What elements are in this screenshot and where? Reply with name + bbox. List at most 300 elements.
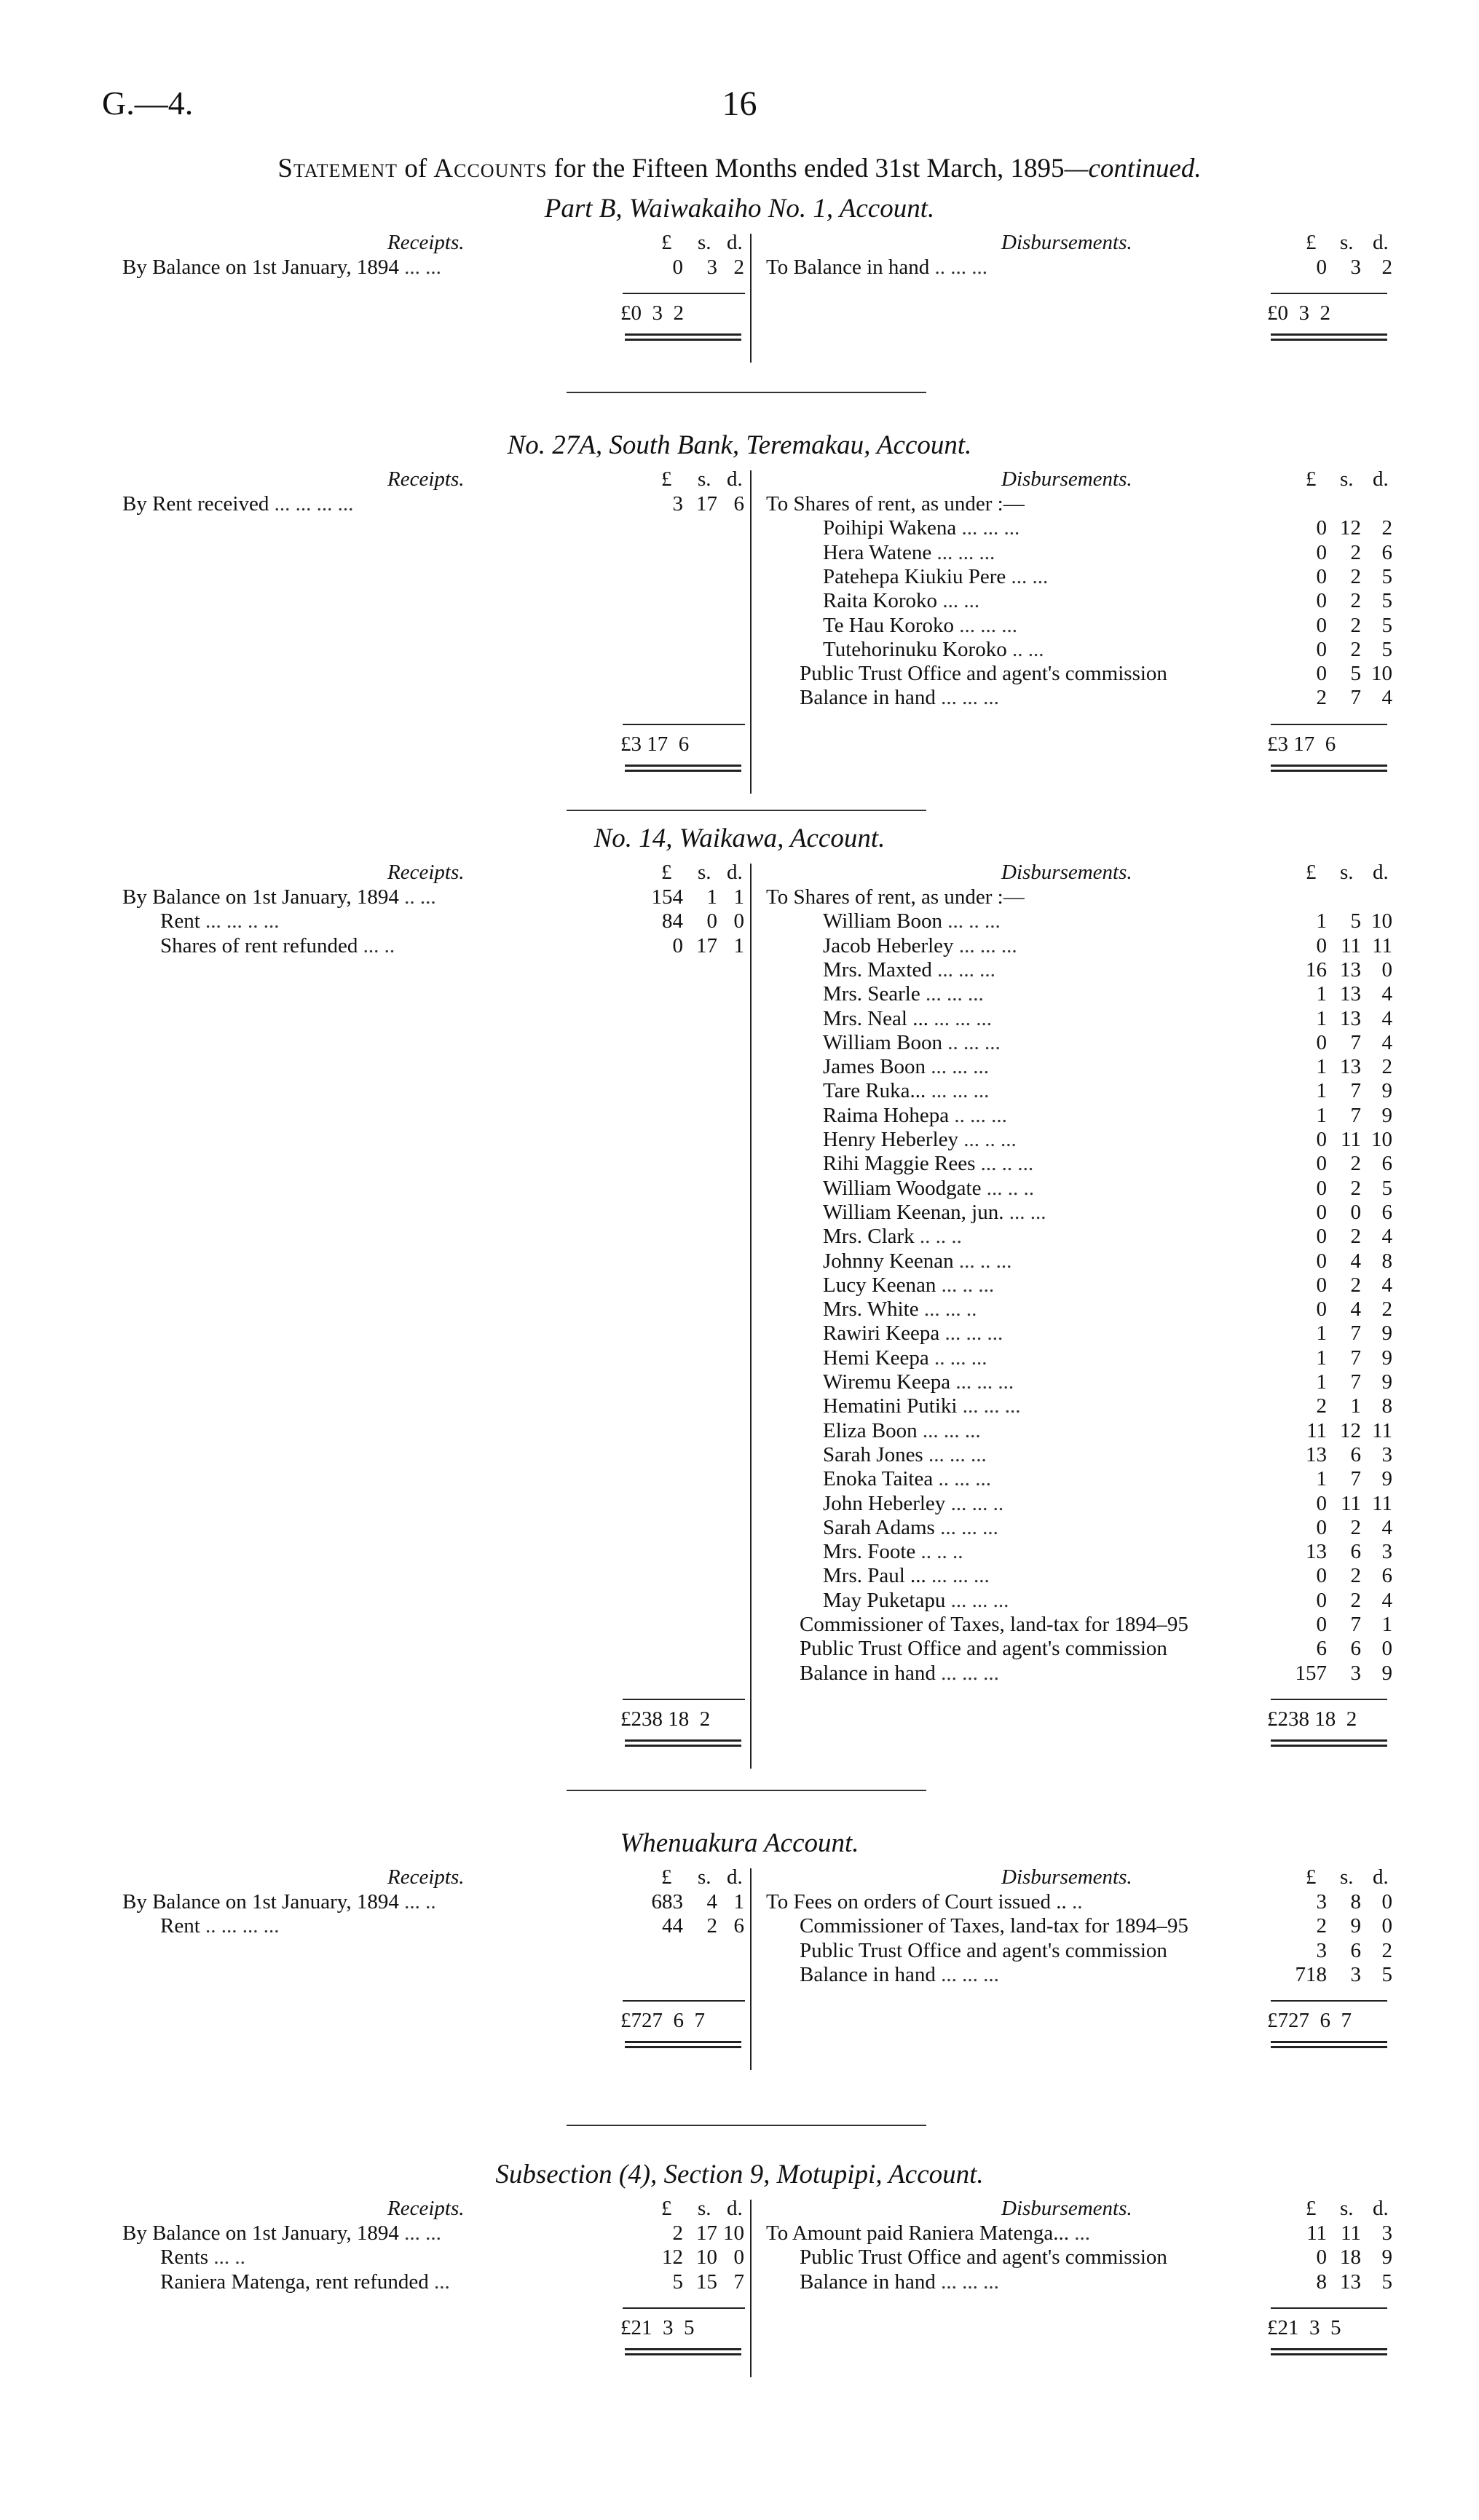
disbursement-label: Jacob Heberley (823, 933, 954, 957)
disbursement-label: Mrs. Searle (823, 982, 920, 1006)
disbursement-shillings: 7 (1350, 1322, 1361, 1346)
disbursement-dots: ... ... ... (920, 982, 984, 1006)
disbursement-pounds: 6 (1316, 1637, 1327, 1661)
disbursement-pence: 4 (1381, 1273, 1392, 1297)
disbursement-shillings: 7 (1350, 1370, 1361, 1394)
disbursement-shillings: 12 (1340, 1418, 1361, 1442)
disbursement-label: Enoka Taitea (823, 1467, 934, 1491)
disbursement-row (800, 2270, 999, 2294)
disbursement-pounds: 0 (1316, 1297, 1327, 1322)
title-of: of (404, 154, 427, 183)
disbursement-row (800, 1939, 1167, 1963)
disbursement-pounds: 0 (1316, 1564, 1327, 1588)
receipt-row (122, 885, 436, 909)
disbursement-dots: .. ... (1006, 637, 1044, 661)
disbursement-row (766, 2221, 1090, 2246)
receipts-sum-rule (623, 1699, 745, 1700)
disbursement-pounds: 0 (1316, 1491, 1327, 1515)
disbursement-shillings: 8 (1350, 1890, 1361, 1913)
disbursement-row (823, 1225, 962, 1249)
disbursement-pounds: 2 (1316, 1394, 1327, 1418)
disbursement-label: William Boon (823, 1030, 942, 1054)
disbursements-heading: Disbursements. (1001, 231, 1132, 254)
disbursement-dots: ... ... .. (918, 1297, 977, 1322)
account-title: Whenuakura Account. (620, 1828, 859, 1858)
disbursement-label: Raima Hohepa (823, 1103, 950, 1127)
disbursements-total: £727 6 7 (1267, 2009, 1352, 2033)
receipt-pence: 1 (733, 885, 744, 909)
receipt-row (160, 2246, 245, 2270)
receipt-label: Rents (160, 2246, 209, 2270)
disbursement-pence: 3 (1381, 1540, 1392, 1564)
disbursement-shillings: 6 (1350, 1442, 1361, 1466)
column-divider (750, 864, 752, 1769)
disbursement-label: Commissioner of Taxes, land-tax for 1894–95 (800, 1613, 1188, 1636)
disbursement-pounds: 0 (1316, 1128, 1327, 1151)
receipt-dots: ... .. (398, 1890, 436, 1913)
disbursement-shillings: 2 (1350, 1225, 1361, 1249)
disbursement-shillings: 11 (1341, 1491, 1361, 1515)
disbursement-dots: .. ... ... (928, 1346, 987, 1370)
disbursement-pence: 3 (1381, 1442, 1392, 1466)
disbursement-row (823, 934, 1017, 958)
receipt-pounds: 12 (662, 2246, 683, 2270)
receipts-shilling-heading: s. (698, 1865, 711, 1889)
receipt-dots: .. ... ... ... (200, 1914, 280, 1938)
disbursement-label: Eliza Boon (823, 1418, 918, 1442)
disbursement-shillings: 7 (1350, 686, 1361, 710)
disbursement-dots: .. ... ... (933, 1467, 991, 1491)
disbursements-subheading: To Shares of rent, as under :— (766, 492, 1025, 516)
receipts-double-rule (625, 1739, 741, 1747)
disbursements-shilling-heading: s. (1340, 1865, 1354, 1889)
disbursement-label: Rawiri Keepa (823, 1322, 940, 1346)
disbursement-shillings: 2 (1350, 1588, 1361, 1612)
disbursements-pence-heading: d. (1373, 1865, 1389, 1889)
receipt-pence: 0 (733, 909, 744, 933)
receipt-label: By Balance on 1st January, 1894 (122, 256, 399, 279)
disbursement-dots: ... .. ... (975, 1152, 1034, 1176)
disbursement-pounds: 0 (1316, 256, 1327, 279)
disbursement-pence: 4 (1381, 1006, 1392, 1030)
disbursement-label: Public Trust Office and agent's commission (800, 662, 1167, 686)
disbursement-pounds: 0 (1316, 613, 1327, 637)
disbursement-dots: ... ... ... (928, 1006, 992, 1030)
receipts-pence-heading: d. (727, 231, 743, 254)
disbursement-pounds: 1 (1316, 1346, 1327, 1370)
disbursement-pence: 2 (1381, 516, 1392, 540)
receipts-shilling-heading: s. (698, 861, 711, 884)
receipts-total: £0 3 2 (620, 301, 684, 325)
disbursement-dots: .. ... ... (942, 1030, 1001, 1054)
disbursement-shillings: 1 (1350, 1394, 1361, 1418)
disbursement-pounds: 0 (1316, 1588, 1327, 1612)
disbursement-row (823, 516, 1019, 540)
receipt-shillings: 17 (696, 933, 717, 957)
receipts-total: £21 3 5 (620, 2315, 695, 2339)
disbursement-pence: 5 (1381, 589, 1392, 613)
disbursements-sum-rule (1271, 1699, 1387, 1700)
disbursement-dots: ... ... ... (939, 1322, 1003, 1346)
disbursement-row (823, 958, 995, 982)
receipts-total: £727 6 7 (620, 2009, 705, 2033)
receipt-label: By Rent received (122, 492, 269, 516)
receipts-heading: Receipts. (387, 1865, 465, 1889)
receipts-sum-rule (623, 2307, 745, 2309)
disbursement-row (823, 1467, 991, 1491)
disbursement-pounds: 0 (1316, 516, 1327, 540)
disbursement-pounds: 13 (1306, 1442, 1327, 1466)
disbursement-row (823, 541, 995, 565)
statement-title (0, 153, 1479, 184)
disbursement-pence: 4 (1381, 1225, 1392, 1249)
disbursement-dots: ... ... (1003, 1200, 1046, 1224)
disbursement-dots: .. ... ... (949, 1103, 1007, 1127)
receipt-shillings: 4 (706, 1890, 717, 1913)
title-rest: for the Fifteen Months ended 31st March, 1895 (553, 154, 1065, 183)
disbursement-pounds: 157 (1295, 1661, 1327, 1685)
page-number: 16 (722, 84, 757, 123)
receipt-shillings: 17 (696, 2221, 717, 2245)
disbursement-pence: 6 (1381, 540, 1392, 564)
receipts-sum-rule (623, 2000, 745, 2002)
disbursement-pounds: 0 (1316, 637, 1327, 661)
receipt-row (160, 934, 395, 958)
receipts-pound-heading: £ (661, 1865, 672, 1889)
receipt-dots: ... ... (398, 256, 441, 279)
document-code: G.—4. (102, 84, 194, 122)
disbursements-pound-heading: £ (1306, 467, 1317, 491)
receipts-double-rule (625, 765, 741, 772)
receipt-shillings: 2 (706, 1914, 717, 1938)
disbursement-shillings: 2 (1350, 1515, 1361, 1539)
disbursement-dots: ... ... ... (923, 1442, 987, 1466)
disbursement-shillings: 18 (1340, 2246, 1361, 2270)
disbursement-pence: 11 (1372, 933, 1392, 957)
disbursement-row (800, 1662, 999, 1686)
disbursement-shillings: 2 (1350, 1564, 1361, 1588)
disbursement-shillings: 2 (1350, 637, 1361, 661)
disbursement-shillings: 13 (1340, 982, 1361, 1006)
disbursement-dots: ... ... ... (935, 686, 999, 710)
disbursement-pounds: 16 (1306, 957, 1327, 981)
disbursement-pounds: 11 (1306, 1418, 1327, 1442)
disbursement-pence: 2 (1381, 1297, 1392, 1322)
disbursement-pounds: 0 (1316, 1273, 1327, 1297)
receipt-shillings: 15 (696, 2270, 717, 2294)
disbursement-shillings: 7 (1350, 1030, 1361, 1054)
disbursements-heading: Disbursements. (1001, 1865, 1132, 1889)
disbursements-total: £0 3 2 (1267, 301, 1330, 325)
disbursement-label: Mrs. Maxted (823, 957, 932, 981)
disbursement-dots: ... ... ... (935, 2270, 999, 2294)
disbursement-dots: ... ... (1006, 564, 1049, 588)
disbursements-shilling-heading: s. (1340, 467, 1354, 491)
receipt-pounds: 3 (672, 492, 683, 516)
disbursement-shillings: 7 (1350, 1079, 1361, 1103)
disbursements-shilling-heading: s. (1340, 2197, 1354, 2220)
disbursement-pence: 5 (1381, 613, 1392, 637)
disbursements-double-rule (1271, 2041, 1387, 2048)
disbursement-pounds: 0 (1316, 1152, 1327, 1176)
disbursement-shillings: 7 (1350, 1467, 1361, 1491)
disbursement-pounds: 1 (1316, 1467, 1327, 1491)
disbursement-pence: 6 (1381, 1564, 1392, 1588)
disbursement-shillings: 0 (1350, 1200, 1361, 1224)
receipt-shillings: 0 (706, 909, 717, 933)
disbursement-dots: ... ... ... (953, 613, 1017, 637)
disbursement-row (823, 1322, 1003, 1346)
disbursement-dots: ... .. ... (953, 1249, 1012, 1273)
disbursement-pounds: 0 (1316, 933, 1327, 957)
disbursement-pence: 1 (1381, 1613, 1392, 1636)
disbursement-label: Hera Watene (823, 540, 932, 564)
disbursement-pence: 0 (1381, 1914, 1392, 1938)
title-statement: Statement (277, 154, 398, 183)
disbursement-pence: 5 (1381, 564, 1392, 588)
receipts-total: £238 18 2 (620, 1707, 711, 1731)
disbursements-pound-heading: £ (1306, 2197, 1317, 2220)
disbursement-pence: 4 (1381, 1588, 1392, 1612)
disbursement-row (800, 662, 1167, 686)
receipt-dots: ... ... .. ... (200, 909, 280, 933)
disbursement-label: William Keenan, jun. (823, 1200, 1004, 1224)
disbursement-pounds: 1 (1316, 982, 1327, 1006)
disbursements-pound-heading: £ (1306, 231, 1317, 254)
disbursement-row (823, 1152, 1033, 1176)
disbursements-pound-heading: £ (1306, 861, 1317, 884)
disbursement-shillings: 13 (1340, 1055, 1361, 1079)
disbursement-pounds: 0 (1316, 564, 1327, 588)
disbursement-row (823, 982, 984, 1006)
receipt-row (160, 1914, 280, 1938)
disbursement-dots: ... ... ... (945, 1588, 1009, 1612)
disbursement-shillings: 6 (1350, 1540, 1361, 1564)
disbursement-pounds: 1 (1316, 1055, 1327, 1079)
receipts-double-rule (625, 2348, 741, 2355)
section-separator (567, 2125, 926, 2126)
disbursement-row (800, 686, 999, 710)
receipt-pounds: 2 (672, 2221, 683, 2245)
disbursement-pounds: 718 (1295, 1962, 1327, 1986)
disbursement-pounds: 0 (1316, 1200, 1327, 1224)
disbursement-label: Balance in hand (800, 686, 936, 710)
receipt-pence: 0 (733, 2246, 744, 2270)
disbursements-total: £3 17 6 (1267, 732, 1336, 756)
receipts-shilling-heading: s. (698, 231, 711, 254)
disbursement-dots: .. (1066, 1890, 1083, 1913)
receipts-pence-heading: d. (727, 467, 743, 491)
receipt-label: By Balance on 1st January, 1894 (122, 2221, 399, 2245)
disbursement-shillings: 12 (1340, 516, 1361, 540)
section-separator (567, 810, 926, 811)
disbursement-shillings: 2 (1350, 564, 1361, 588)
receipt-pounds: 44 (662, 1914, 683, 1938)
disbursement-shillings: 2 (1350, 1273, 1361, 1297)
disbursement-row (823, 1540, 963, 1564)
disbursement-pounds: 0 (1316, 1613, 1327, 1636)
disbursement-shillings: 2 (1350, 589, 1361, 613)
disbursement-pence: 2 (1381, 256, 1392, 279)
disbursement-label: Mrs. Foote (823, 1540, 916, 1564)
disbursement-row (800, 2246, 1167, 2270)
disbursement-dots: ... ... ... (953, 933, 1017, 957)
column-divider (750, 234, 752, 363)
disbursement-dots: ... (1068, 2221, 1090, 2245)
disbursements-heading: Disbursements. (1001, 467, 1132, 491)
receipt-dots: .. ... (398, 885, 436, 909)
disbursement-pounds: 0 (1316, 1249, 1327, 1273)
disbursement-shillings: 7 (1350, 1613, 1361, 1636)
disbursement-pounds: 0 (1316, 540, 1327, 564)
receipts-pound-heading: £ (661, 467, 672, 491)
disbursement-pounds: 1 (1316, 1103, 1327, 1127)
account-title: Part B, Waiwakaiho No. 1, Account. (544, 194, 935, 224)
disbursement-pence: 9 (1381, 1370, 1392, 1394)
disbursement-label: Tutehorinuku Koroko (823, 637, 1007, 661)
disbursement-label: William Boon (823, 909, 942, 933)
disbursement-pounds: 1 (1316, 1079, 1327, 1103)
disbursement-dots: .. .. .. (915, 1540, 963, 1564)
disbursement-shillings: 4 (1350, 1249, 1361, 1273)
receipts-heading: Receipts. (387, 2197, 465, 2220)
disbursement-pence: 8 (1381, 1249, 1392, 1273)
disbursement-row (823, 1589, 1009, 1613)
disbursement-pence: 5 (1381, 2270, 1392, 2294)
disbursement-dots: ... ... .. (945, 1491, 1004, 1515)
disbursement-label: Rihi Maggie Rees (823, 1152, 976, 1176)
disbursement-shillings: 2 (1350, 1152, 1361, 1176)
disbursement-label: Hematini Putiki (823, 1394, 958, 1418)
disbursements-pence-heading: d. (1373, 861, 1389, 884)
disbursement-pounds: 0 (1316, 662, 1327, 686)
disbursement-label: Hemi Keepa (823, 1346, 929, 1370)
receipt-pence: 10 (723, 2221, 744, 2245)
disbursement-label: Balance in hand (800, 1661, 936, 1685)
disbursements-heading: Disbursements. (1001, 2197, 1132, 2220)
account-title: No. 27A, South Bank, Teremakau, Account. (507, 430, 972, 460)
disbursements-total: £21 3 5 (1267, 2315, 1341, 2339)
title-accounts: Accounts (433, 154, 548, 183)
disbursement-pounds: 2 (1316, 1914, 1327, 1938)
disbursement-dots: ... ... ... (931, 540, 995, 564)
disbursement-dots: ... ... (937, 589, 980, 613)
disbursement-pence: 6 (1381, 1152, 1392, 1176)
disbursement-pence: 10 (1371, 1128, 1392, 1151)
account-title: No. 14, Waikawa, Account. (593, 823, 886, 853)
disbursement-pence: 4 (1381, 982, 1392, 1006)
receipt-row (122, 492, 353, 516)
disbursement-shillings: 4 (1350, 1297, 1361, 1322)
disbursement-pence: 4 (1381, 1030, 1392, 1054)
disbursement-label: Mrs. Neal ... (823, 1006, 928, 1030)
disbursement-row (823, 1249, 1011, 1273)
disbursement-label: Public Trust Office and agent's commission (800, 1637, 1167, 1661)
disbursement-pence: 5 (1381, 637, 1392, 661)
receipts-pound-heading: £ (661, 861, 672, 884)
disbursements-pound-heading: £ (1306, 1865, 1317, 1889)
disbursement-dots: ... .. ... (936, 1273, 995, 1297)
disbursements-pence-heading: d. (1373, 467, 1389, 491)
disbursement-shillings: 3 (1350, 1661, 1361, 1685)
receipt-dots: ... (428, 2270, 450, 2294)
receipts-pence-heading: d. (727, 861, 743, 884)
disbursements-shilling-heading: s. (1340, 861, 1354, 884)
disbursement-pence: 8 (1381, 1394, 1392, 1418)
disbursement-row (823, 565, 1048, 589)
disbursement-pence: 5 (1381, 1176, 1392, 1200)
disbursements-sum-rule (1271, 293, 1387, 294)
disbursement-row (823, 1564, 990, 1588)
disbursement-pence: 9 (1381, 1079, 1392, 1103)
receipt-pounds: 683 (651, 1890, 683, 1913)
receipts-heading: Receipts. (387, 231, 465, 254)
disbursement-pence: 4 (1381, 1515, 1392, 1539)
disbursements-double-rule (1271, 1739, 1387, 1747)
disbursement-row (800, 1914, 1188, 1938)
disbursements-subheading: To Shares of rent, as under :— (766, 885, 1025, 909)
disbursement-pence: 10 (1371, 909, 1392, 933)
disbursement-dots: .. ... ... (929, 256, 988, 279)
receipt-pounds: 0 (672, 933, 683, 957)
section-separator (567, 1790, 926, 1791)
disbursement-row (800, 1963, 999, 1987)
column-divider (750, 1868, 752, 2070)
disbursement-pounds: 3 (1316, 1890, 1327, 1913)
disbursement-dots: ... ... ... (950, 1370, 1014, 1394)
disbursement-dots: ... ... ... (935, 1962, 999, 1986)
disbursement-pounds: 0 (1316, 1225, 1327, 1249)
disbursement-row (823, 1273, 994, 1297)
disbursement-shillings: 5 (1350, 662, 1361, 686)
disbursements-total: £238 18 2 (1267, 1707, 1357, 1731)
disbursement-shillings: 3 (1350, 1962, 1361, 1986)
receipt-label: By Balance on 1st January, 1894 (122, 885, 399, 909)
disbursement-label: Te Hau Koroko (823, 613, 954, 637)
receipts-pence-heading: d. (727, 2197, 743, 2220)
disbursement-dots: ... ... ... (934, 1515, 998, 1539)
account-title: Subsection (4), Section 9, Motupipi, Account. (495, 2160, 984, 2189)
disbursement-shillings: 7 (1350, 1103, 1361, 1127)
page-header (0, 84, 1479, 135)
receipt-shillings: 1 (706, 885, 717, 909)
disbursement-row (823, 1104, 1007, 1128)
disbursement-pence: 4 (1381, 686, 1392, 710)
disbursement-label: William Woodgate (823, 1176, 982, 1200)
disbursements-pence-heading: d. (1373, 231, 1389, 254)
disbursement-label: Raita Koroko (823, 589, 938, 613)
disbursement-pounds: 8 (1316, 2270, 1327, 2294)
disbursement-label: Balance in hand (800, 1962, 936, 1986)
disbursement-row (823, 1007, 992, 1031)
receipt-pence: 6 (733, 492, 744, 516)
receipt-label: Rent (160, 1914, 200, 1938)
disbursement-label: Sarah Adams (823, 1515, 935, 1539)
disbursement-row (823, 1201, 1046, 1225)
disbursement-pence: 9 (1381, 1346, 1392, 1370)
disbursement-pence: 5 (1381, 1962, 1392, 1986)
disbursement-shillings: 9 (1350, 1914, 1361, 1938)
disbursement-row (800, 1637, 1167, 1661)
disbursement-pounds: 0 (1316, 2246, 1327, 2270)
disbursement-dots: ... ... ... (917, 1418, 981, 1442)
receipts-pound-heading: £ (661, 2197, 672, 2220)
receipts-double-rule (625, 333, 741, 341)
receipt-pence: 6 (733, 1914, 744, 1938)
disbursement-pence: 9 (1381, 1661, 1392, 1685)
disbursement-shillings: 13 (1340, 957, 1361, 981)
disbursement-row (800, 1613, 1188, 1637)
